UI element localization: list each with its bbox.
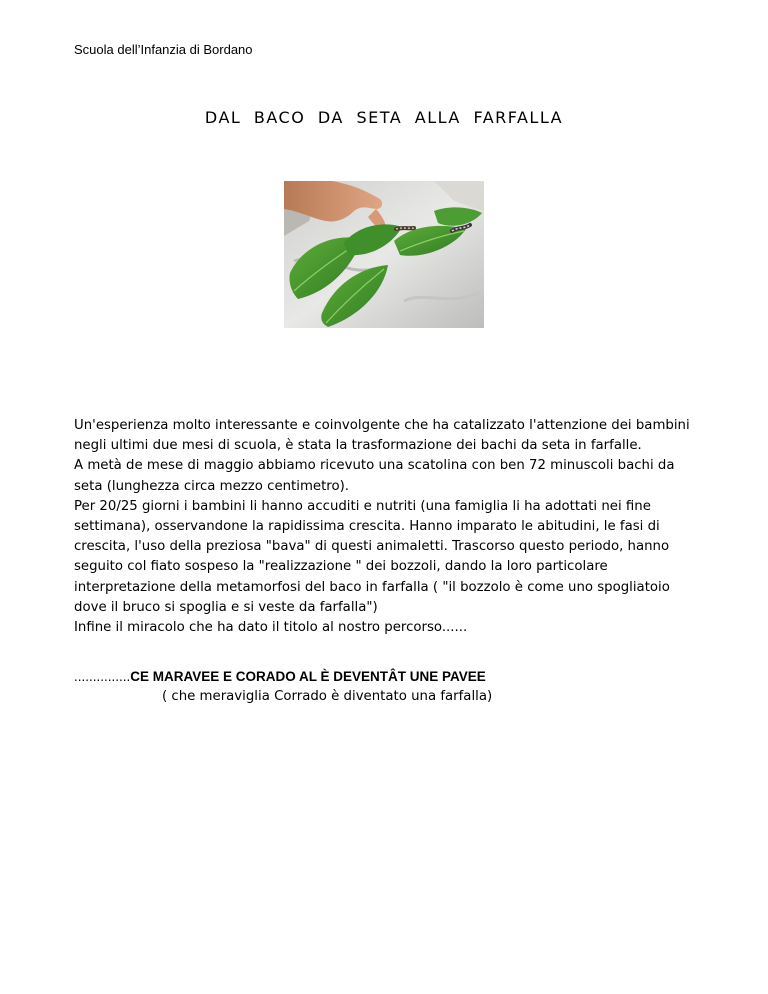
paragraph-arrival: A metà de mese di maggio abbiamo ricevuto una scatolina con ben 72 minuscoli bachi da seta (lunghezza circa mezzo centimetro). — [74, 458, 675, 494]
translation: ( che meraviglia Corrado è diventato una farfalla) — [162, 689, 493, 704]
page-title: DAL BACO DA SETA ALLA FARFALLA — [204, 108, 564, 127]
silkworms-photo — [284, 181, 484, 328]
leading-dots: ............... — [74, 669, 131, 684]
paragraph-conclusion: Infine il miracolo che ha dato il titolo al nostro percorso...... — [74, 620, 468, 636]
paragraph-growth: Per 20/25 giorni i bambini li hanno accuditi e nutriti (una famiglia li ha adottati nei fine settimana), osservandone la rapidissima crescita. Hanno imparato le abitudini, le fasi di crescita, l'uso della preziosa "bava" di questi animaletti. Trascorso questo periodo, hanno seguito col fiato sospeso la "realizzazione " dei bozzoli, dando la loro particolare interpretazione della metamorfosi del baco in farfalla ( "il bozzolo è come uno spogliatoio dove il bruco si spoglia e si veste da farfalla") — [74, 498, 670, 615]
dialect-phrase-line — [74, 669, 486, 684]
dialect-phrase: CE MARAVEE E CORADO AL È DEVENTÂT UNE PAVEE — [130, 669, 486, 684]
body-text — [74, 416, 704, 638]
school-header: Scuola dell’Infanzia di Bordano — [74, 42, 253, 57]
paragraph-intro: Un'esperienza molto interessante e coinvolgente che ha catalizzato l'attenzione dei bambini negli ultimi due mesi di scuola, è stata la trasformazione dei bachi da seta in farfalle. — [74, 418, 690, 454]
